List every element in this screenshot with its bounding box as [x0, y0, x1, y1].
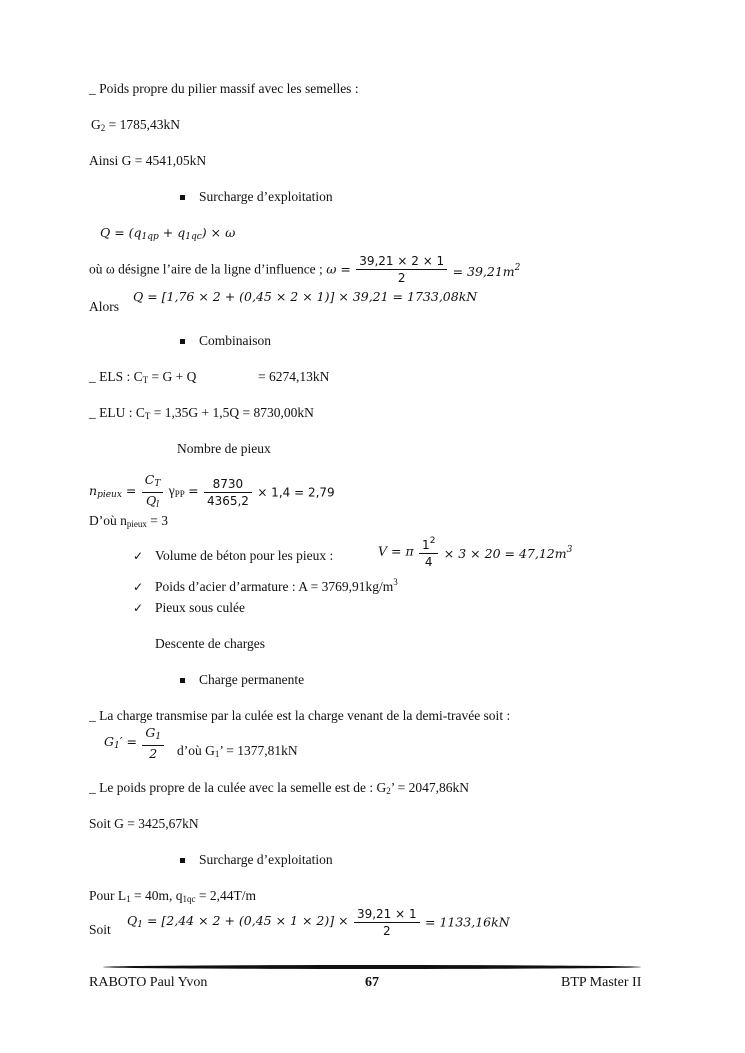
formula-g1: $G_1'$ = $\frac{G_1}{2}$: [104, 726, 166, 761]
text-alors: Alors: [89, 299, 119, 314]
footer-program: BTP Master II: [561, 975, 642, 990]
square-bullet-icon: [180, 858, 185, 863]
text-ainsi-g: Ainsi G = 4541,05kN: [89, 153, 207, 168]
checkmark-icon: ✓: [133, 601, 144, 615]
square-bullet-icon: [180, 678, 185, 683]
text-els-value: = 6274,13kN: [258, 369, 330, 384]
footer-rule: [103, 965, 641, 969]
formula-q1: $Q_1 = [2,44 \times 2 + (0,45 \times 1 \times 2)]$ × $\frac{39,21 \times 1}{2}$ = 1133,16kN: [127, 907, 510, 938]
fraction-ct-ql: $\frac{C_T}{Q_l}$: [142, 473, 164, 512]
fraction-q1: $\frac{39,21 \times 1}{2}$: [354, 907, 420, 938]
text-pour-l1: Pour $L_1 = 40m$, $q_{1qc} = 2,44T/m$: [89, 888, 256, 904]
square-bullet-icon: [180, 339, 185, 344]
formula-q: $Q = (q_{1qp} + q_{1qc}) \times \omega$: [100, 225, 236, 242]
check-item-volume: ✓ Volume de béton pour les pieux :: [133, 548, 334, 563]
fraction-omega: $\frac{39,21 \times 2 \times 1}{2}$: [356, 254, 447, 285]
formula-q-calc: Q = [1,76 × 2 + (0,45 × 2 × 1)] × 39,21 = 1733,08kN: [133, 289, 478, 304]
text-omega: où ω désigne l’aire de la ligne d’influence ; ω = $\frac{39,21 \times 2 \times 1}{2}$ = $39,21m^2$: [89, 254, 521, 285]
fraction-volume: $\frac{1^2}{4}$: [419, 534, 438, 569]
heading-descente: Descente de charges: [155, 636, 265, 651]
text-els: _ ELS : $C_T = G + Q$: [89, 369, 197, 385]
text-soit-g: Soit G = 3425,67kN: [89, 816, 199, 831]
text-elu: _ ELU : $C_T = 1,35G + 1,5Q = 8730,00kN$: [89, 405, 314, 421]
bullet-combinaison: Combinaison: [180, 333, 271, 349]
text-poids-pilier: _ Poids propre du pilier massif avec les semelles :: [89, 81, 359, 96]
text-charge-transmise: _ La charge transmise par la culée est la charge venant de la demi-travée soit :: [89, 708, 511, 723]
fraction-8730: $\frac{8730}{4365,2}$: [204, 477, 252, 508]
checkmark-icon: ✓: [133, 580, 144, 594]
footer-page-number: 67: [365, 975, 379, 990]
square-bullet-icon: [180, 195, 185, 200]
bullet-charge-permanente: Charge permanente: [180, 672, 304, 688]
formula-volume: V = π $\frac{1^2}{4}$ × $3 \times 20 = 47,12m^3$: [378, 536, 573, 569]
text-g2: $G_2 = 1785,43kN$: [91, 117, 180, 133]
footer-author: RABOTO Paul Yvon: [89, 975, 208, 990]
formula-n-pieux: $n_{pieux}$ = $\frac{C_T}{Q_l}$ $\gamma_{PP}$ = $\frac{8730}{4365,2}$ × 1,4 = 2,79: [89, 472, 335, 510]
text-g1-value: d’où $G_1$’ = 1377,81kN: [177, 743, 298, 759]
checkmark-icon: ✓: [133, 549, 144, 563]
text-poids-culee: _ Le poids propre de la culée avec la semelle est de : $G_2$’ = 2047,86kN: [89, 780, 469, 796]
text-dou-npieux: D’où $n_{pieux} = 3$: [89, 513, 168, 529]
heading-nombre-pieux: Nombre de pieux: [177, 441, 271, 456]
text-soit: Soit: [89, 922, 111, 937]
bullet-surcharge-2: Surcharge d’exploitation: [180, 852, 333, 868]
bullet-surcharge-1: Surcharge d’exploitation: [180, 189, 333, 205]
fraction-g1: $\frac{G_1}{2}$: [142, 726, 164, 761]
check-item-pieux-culee: ✓ Pieux sous culée: [133, 600, 245, 615]
check-item-acier: ✓ Poids d’acier d’armature : $A = 3769,91kg/m^3$: [133, 577, 398, 594]
